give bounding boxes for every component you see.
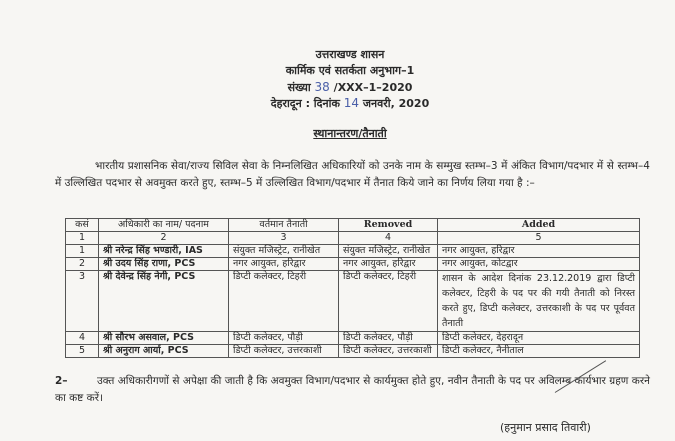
cell-current: संयुक्त मजिस्ट्रेट, रानीखेत bbox=[229, 245, 339, 258]
cell-current: डिप्टी कलेक्टर, टिहरी bbox=[229, 271, 339, 332]
cell-current: डिप्टी कलेक्टर, उत्तरकाशी bbox=[229, 345, 339, 358]
table-row bbox=[66, 271, 640, 332]
cell-sn: 1 bbox=[66, 245, 99, 258]
date-prefix: देहरादून : दिनांक bbox=[270, 97, 340, 110]
cell-name: श्री अनुराग आर्या, PCS bbox=[99, 345, 229, 358]
cell-name: श्री नरेन्द्र सिंह भण्डारी, IAS bbox=[99, 245, 229, 258]
cell-removed: संयुक्त मजिस्ट्रेट, रानीखेत bbox=[339, 245, 438, 258]
subject: स्थानान्तरण/तैनाती bbox=[313, 127, 387, 140]
cell-removed: डिप्टी कलेक्टर, टिहरी bbox=[339, 271, 438, 332]
department-name: कार्मिक एवं सतर्कता अनुभाग–1 bbox=[285, 64, 415, 77]
col-num: 5 bbox=[438, 232, 640, 245]
header-sn: कसं bbox=[66, 219, 99, 232]
paragraph-2-text: उक्त अधिकारीगणों से अपेक्षा की जाती है कि अवमुक्त विभाग/पदभार से कार्यमुक्त होते हुए, नवीन तैनाती के पद पर अविलम्ब कार्यभार ग्रहण करने का कष्ट करें। bbox=[55, 375, 650, 404]
government-name: उत्तराखण्ड शासन bbox=[315, 48, 385, 61]
cell-name: श्री सौरभ असवाल, PCS bbox=[99, 332, 229, 345]
date-handwritten: 14 bbox=[343, 96, 360, 110]
table-row bbox=[66, 345, 640, 358]
signatory-name: (हनुमान प्रसाद तिवारी) bbox=[500, 421, 591, 434]
table-header-row bbox=[66, 219, 640, 232]
cell-name: श्री उदय सिंह राणा, PCS bbox=[99, 258, 229, 271]
paragraph-2 bbox=[55, 373, 650, 407]
cell-added: नगर आयुक्त, हरिद्वार bbox=[438, 245, 640, 258]
table-row bbox=[66, 258, 640, 271]
cell-sn: 2 bbox=[66, 258, 99, 271]
col-num: 1 bbox=[66, 232, 99, 245]
table-row bbox=[66, 245, 640, 258]
column-number-row bbox=[66, 232, 640, 245]
order-date bbox=[200, 95, 500, 112]
number-suffix: /XXX–1–2020 bbox=[333, 81, 413, 94]
cell-added: डिप्टी कलेक्टर, नैनीताल bbox=[438, 345, 640, 358]
cell-sn: 5 bbox=[66, 345, 99, 358]
cell-sn: 3 bbox=[66, 271, 99, 332]
date-suffix: जनवरी, 2020 bbox=[362, 97, 430, 110]
cell-name: श्री देवेन्द्र सिंह नेगी, PCS bbox=[99, 271, 229, 332]
transfer-table bbox=[65, 218, 640, 358]
table-row bbox=[66, 332, 640, 345]
header-added: Added bbox=[438, 219, 640, 232]
col-num: 3 bbox=[229, 232, 339, 245]
header-current: वर्तमान तैनाती bbox=[229, 219, 339, 232]
cell-added: शासन के आदेश दिनांक 23.12.2019 द्वारा डिप्टी कलेक्टर, टिहरी के पद पर की गयी तैनाती को निरस्त करते हुए, डिप्टी कलेक्टर, उत्तरकाशी के पद पर पूर्ववत तैनाती bbox=[438, 271, 640, 332]
paragraph-1: भारतीय प्रशासनिक सेवा/राज्य सिविल सेवा के निम्नलिखित अधिकारियों को उनके नाम के सम्मुख स्तम्भ–3 में अंकित विभाग/पदभार में से स्तम्भ–4 में उल्लिखित पदभार से अवमुक्त करते हुए, स्तम्भ–5 में उल्लिखित विभाग/पदभार में तैनात किये जाने का निर्णय लिया गया है :– bbox=[55, 160, 650, 189]
header-name: अधिकारी का नाम/ पदनाम bbox=[99, 219, 229, 232]
paragraph-2-number: 2– bbox=[55, 375, 68, 387]
cell-removed: नगर आयुक्त, हरिद्वार bbox=[339, 258, 438, 271]
number-handwritten: 38 bbox=[314, 80, 330, 94]
col-num: 2 bbox=[99, 232, 229, 245]
cell-added: डिप्टी कलेक्टर, देहरादून bbox=[438, 332, 640, 345]
cell-sn: 4 bbox=[66, 332, 99, 345]
header-removed: Removed bbox=[339, 219, 438, 232]
cell-current: डिप्टी कलेक्टर, पौड़ी bbox=[229, 332, 339, 345]
number-prefix: संख्या bbox=[287, 81, 311, 94]
col-num: 4 bbox=[339, 232, 438, 245]
cell-current: नगर आयुक्त, हरिद्वार bbox=[229, 258, 339, 271]
order-number bbox=[200, 79, 500, 96]
cell-added: नगर आयुक्त, कोटद्वार bbox=[438, 258, 640, 271]
cell-removed: डिप्टी कलेक्टर, पौड़ी bbox=[339, 332, 438, 345]
cell-removed: डिप्टी कलेक्टर, उत्तरकाशी bbox=[339, 345, 438, 358]
